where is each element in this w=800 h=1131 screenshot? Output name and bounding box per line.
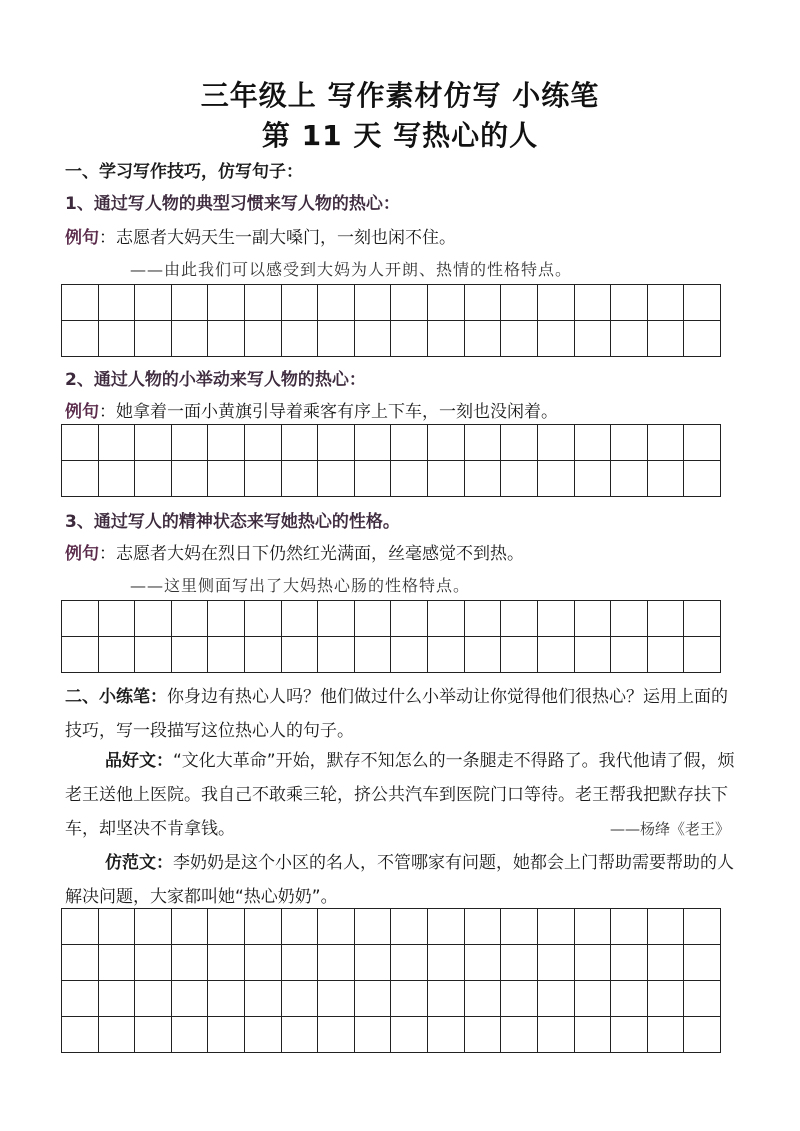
grid-cell[interactable] <box>684 601 721 637</box>
grid-cell[interactable] <box>611 637 648 673</box>
pin-citation: ——杨绛《老王》 <box>609 820 730 838</box>
grid-cell[interactable] <box>391 601 428 637</box>
item3-heading: 3、通过写人的精神状态来写她热心的性格。 <box>65 512 400 532</box>
grid-cell[interactable] <box>538 945 575 981</box>
grid-cell[interactable] <box>62 945 99 981</box>
grid-cell[interactable] <box>575 945 612 981</box>
grid-cell[interactable] <box>575 637 612 673</box>
grid-cell[interactable] <box>135 285 172 321</box>
item2-example-text: ：她拿着一面小黄旗引导着乘客有序上下车，一刻也没闲着。 <box>99 402 558 422</box>
grid-cell[interactable] <box>318 945 355 981</box>
section1-heading: 一、学习写作技巧，仿写句子： <box>65 162 303 182</box>
grid-cell[interactable] <box>538 321 575 357</box>
grid-cell[interactable] <box>465 461 502 497</box>
grid-cell[interactable] <box>428 637 465 673</box>
grid-cell[interactable] <box>391 1017 428 1053</box>
grid-cell[interactable] <box>538 425 575 461</box>
grid-cell[interactable] <box>575 321 612 357</box>
writing-grid-1[interactable] <box>61 284 721 357</box>
grid-cell[interactable] <box>648 321 685 357</box>
grid-cell[interactable] <box>135 425 172 461</box>
grid-cell[interactable] <box>391 945 428 981</box>
grid-cell[interactable] <box>648 601 685 637</box>
grid-cell[interactable] <box>648 981 685 1017</box>
grid-cell[interactable] <box>428 461 465 497</box>
grid-cell[interactable] <box>501 945 538 981</box>
grid-cell[interactable] <box>428 909 465 945</box>
grid-cell[interactable] <box>135 945 172 981</box>
grid-cell[interactable] <box>172 909 209 945</box>
grid-cell[interactable] <box>575 909 612 945</box>
grid-cell[interactable] <box>355 909 392 945</box>
grid-cell[interactable] <box>245 1017 282 1053</box>
grid-cell[interactable] <box>318 1017 355 1053</box>
grid-cell[interactable] <box>684 637 721 673</box>
grid-cell[interactable] <box>318 321 355 357</box>
grid-cell[interactable] <box>575 425 612 461</box>
grid-cell[interactable] <box>538 461 575 497</box>
grid-cell[interactable] <box>428 981 465 1017</box>
grid-cell[interactable] <box>465 601 502 637</box>
fang-text: 李奶奶是这个小区的名人，不管哪家有问题，她都会上门帮助需要帮助的人解决问题，大家都叫她“热心奶奶”。 <box>65 853 734 907</box>
grid-cell[interactable] <box>501 425 538 461</box>
grid-cell[interactable] <box>99 637 136 673</box>
item1-example-text: ：志愿者大妈天生一副大嗓门，一刻也闲不住。 <box>99 228 456 248</box>
grid-cell[interactable] <box>465 909 502 945</box>
grid-cell[interactable] <box>62 461 99 497</box>
grid-cell[interactable] <box>575 981 612 1017</box>
grid-cell[interactable] <box>465 1017 502 1053</box>
grid-cell[interactable] <box>428 601 465 637</box>
grid-cell[interactable] <box>355 981 392 1017</box>
item2-heading: 2、通过人物的小举动来写人物的热心： <box>65 370 366 390</box>
grid-cell[interactable] <box>684 945 721 981</box>
section2-label: 二、小练笔： <box>65 687 167 707</box>
grid-cell[interactable] <box>684 321 721 357</box>
grid-cell[interactable] <box>611 909 648 945</box>
pin-label: 品好文： <box>105 751 173 771</box>
grid-cell[interactable] <box>245 945 282 981</box>
grid-cell[interactable] <box>611 321 648 357</box>
grid-cell[interactable] <box>684 909 721 945</box>
grid-cell[interactable] <box>465 945 502 981</box>
item3-example-text: ：志愿者大妈在烈日下仍然红光满面，丝毫感觉不到热。 <box>99 544 524 564</box>
grid-cell[interactable] <box>391 909 428 945</box>
grid-cell[interactable] <box>684 285 721 321</box>
grid-cell[interactable] <box>684 981 721 1017</box>
writing-grid-3[interactable] <box>61 600 721 673</box>
grid-cell[interactable] <box>355 285 392 321</box>
grid-cell[interactable] <box>575 285 612 321</box>
grid-cell[interactable] <box>501 461 538 497</box>
grid-cell[interactable] <box>245 425 282 461</box>
grid-cell[interactable] <box>135 461 172 497</box>
grid-cell[interactable] <box>648 461 685 497</box>
grid-cell[interactable] <box>465 425 502 461</box>
grid-cell[interactable] <box>172 285 209 321</box>
grid-cell[interactable] <box>318 601 355 637</box>
grid-cell[interactable] <box>245 461 282 497</box>
grid-cell[interactable] <box>428 1017 465 1053</box>
grid-cell[interactable] <box>318 909 355 945</box>
grid-cell[interactable] <box>648 285 685 321</box>
grid-cell[interactable] <box>208 945 245 981</box>
grid-cell[interactable] <box>391 285 428 321</box>
grid-cell[interactable] <box>538 601 575 637</box>
grid-cell[interactable] <box>648 1017 685 1053</box>
grid-cell[interactable] <box>355 425 392 461</box>
grid-cell[interactable] <box>465 981 502 1017</box>
pin-text: “文化大革命”开始，默存不知怎么的一条腿走不得路了。我代他请了假，烦老王送他上医院。我自己不敢乘三轮，挤公共汽车到医院门口等待。老王帮我把默存扶下车，却坚决不肯拿钱。 <box>65 751 735 839</box>
grid-cell[interactable] <box>318 425 355 461</box>
grid-cell[interactable] <box>245 909 282 945</box>
grid-cell[interactable] <box>172 461 209 497</box>
grid-cell[interactable] <box>245 981 282 1017</box>
grid-cell[interactable] <box>245 601 282 637</box>
grid-cell[interactable] <box>355 461 392 497</box>
grid-cell[interactable] <box>611 1017 648 1053</box>
section2-prompt-text: 你身边有热心人吗？他们做过什么小举动让你觉得他们很热心？运用上面的技巧，写一段描写这位热心人的句子。 <box>65 687 728 741</box>
grid-cell[interactable] <box>428 321 465 357</box>
grid-cell[interactable] <box>62 1017 99 1053</box>
item2-example <box>65 400 558 424</box>
item2-example-label: 例句 <box>65 402 99 422</box>
grid-cell[interactable] <box>538 909 575 945</box>
grid-cell[interactable] <box>282 637 319 673</box>
grid-cell[interactable] <box>172 981 209 1017</box>
grid-cell[interactable] <box>135 1017 172 1053</box>
grid-cell[interactable] <box>648 909 685 945</box>
writing-grid-4[interactable] <box>61 908 721 1053</box>
grid-cell[interactable] <box>135 321 172 357</box>
grid-cell[interactable] <box>648 637 685 673</box>
grid-cell[interactable] <box>501 637 538 673</box>
grid-cell[interactable] <box>99 285 136 321</box>
grid-cell[interactable] <box>318 285 355 321</box>
grid-cell[interactable] <box>391 425 428 461</box>
grid-cell[interactable] <box>99 321 136 357</box>
grid-cell[interactable] <box>318 981 355 1017</box>
grid-cell[interactable] <box>99 425 136 461</box>
grid-cell[interactable] <box>99 601 136 637</box>
grid-cell[interactable] <box>245 637 282 673</box>
grid-cell[interactable] <box>208 981 245 1017</box>
grid-cell[interactable] <box>172 321 209 357</box>
grid-cell[interactable] <box>575 1017 612 1053</box>
grid-cell[interactable] <box>208 637 245 673</box>
grid-cell[interactable] <box>428 285 465 321</box>
grid-cell[interactable] <box>501 981 538 1017</box>
grid-cell[interactable] <box>391 637 428 673</box>
grid-cell[interactable] <box>172 425 209 461</box>
grid-cell[interactable] <box>684 425 721 461</box>
grid-cell[interactable] <box>648 945 685 981</box>
item1-heading: 1、通过写人物的典型习惯来写人物的热心： <box>65 194 400 214</box>
grid-cell[interactable] <box>62 909 99 945</box>
grid-cell[interactable] <box>208 285 245 321</box>
grid-cell[interactable] <box>391 461 428 497</box>
grid-cell[interactable] <box>684 1017 721 1053</box>
grid-cell[interactable] <box>611 461 648 497</box>
grid-cell[interactable] <box>99 945 136 981</box>
grid-cell[interactable] <box>538 981 575 1017</box>
grid-cell[interactable] <box>135 601 172 637</box>
grid-cell[interactable] <box>62 285 99 321</box>
grid-cell[interactable] <box>282 425 319 461</box>
grid-cell[interactable] <box>208 321 245 357</box>
grid-cell[interactable] <box>611 425 648 461</box>
grid-cell[interactable] <box>611 601 648 637</box>
grid-cell[interactable] <box>99 981 136 1017</box>
page-title: 三年级上 写作素材仿写 小练笔 <box>200 79 600 112</box>
grid-cell[interactable] <box>538 285 575 321</box>
item1-example <box>65 226 456 250</box>
item1-note: ——由此我们可以感受到大妈为人开朗、热情的性格特点。 <box>130 260 573 279</box>
grid-cell[interactable] <box>62 637 99 673</box>
fang-label: 仿范文： <box>105 853 173 873</box>
grid-cell[interactable] <box>135 909 172 945</box>
grid-cell[interactable] <box>318 637 355 673</box>
grid-cell[interactable] <box>99 461 136 497</box>
item3-note: ——这里侧面写出了大妈热心肠的性格特点。 <box>130 576 471 595</box>
grid-cell[interactable] <box>62 981 99 1017</box>
grid-cell[interactable] <box>355 601 392 637</box>
grid-cell[interactable] <box>99 909 136 945</box>
grid-cell[interactable] <box>282 285 319 321</box>
grid-cell[interactable] <box>355 637 392 673</box>
grid-cell[interactable] <box>172 945 209 981</box>
grid-cell[interactable] <box>391 981 428 1017</box>
grid-cell[interactable] <box>208 461 245 497</box>
grid-cell[interactable] <box>501 285 538 321</box>
grid-cell[interactable] <box>575 601 612 637</box>
section2-prompt <box>65 680 735 748</box>
grid-cell[interactable] <box>428 945 465 981</box>
item3-example-label: 例句 <box>65 544 99 564</box>
grid-cell[interactable] <box>684 461 721 497</box>
grid-cell[interactable] <box>245 321 282 357</box>
grid-cell[interactable] <box>172 601 209 637</box>
grid-cell[interactable] <box>501 909 538 945</box>
grid-cell[interactable] <box>282 601 319 637</box>
grid-cell[interactable] <box>465 637 502 673</box>
grid-cell[interactable] <box>465 321 502 357</box>
grid-cell[interactable] <box>611 981 648 1017</box>
grid-cell[interactable] <box>611 945 648 981</box>
grid-cell[interactable] <box>355 945 392 981</box>
grid-cell[interactable] <box>208 1017 245 1053</box>
grid-cell[interactable] <box>282 321 319 357</box>
grid-cell[interactable] <box>538 637 575 673</box>
grid-cell[interactable] <box>465 285 502 321</box>
grid-cell[interactable] <box>538 1017 575 1053</box>
grid-cell[interactable] <box>172 1017 209 1053</box>
item1-example-label: 例句 <box>65 228 99 248</box>
grid-cell[interactable] <box>62 321 99 357</box>
grid-cell[interactable] <box>282 461 319 497</box>
grid-cell[interactable] <box>282 909 319 945</box>
item3-example <box>65 542 524 566</box>
grid-cell[interactable] <box>208 601 245 637</box>
fang-paragraph <box>65 846 735 914</box>
grid-cell[interactable] <box>648 425 685 461</box>
grid-cell[interactable] <box>62 425 99 461</box>
grid-cell[interactable] <box>575 461 612 497</box>
grid-cell[interactable] <box>282 1017 319 1053</box>
grid-cell[interactable] <box>135 637 172 673</box>
grid-cell[interactable] <box>245 285 282 321</box>
grid-cell[interactable] <box>428 425 465 461</box>
grid-cell[interactable] <box>282 945 319 981</box>
grid-cell[interactable] <box>501 1017 538 1053</box>
grid-cell[interactable] <box>611 285 648 321</box>
grid-cell[interactable] <box>282 981 319 1017</box>
grid-cell[interactable] <box>501 321 538 357</box>
grid-cell[interactable] <box>355 1017 392 1053</box>
grid-cell[interactable] <box>99 1017 136 1053</box>
grid-cell[interactable] <box>208 425 245 461</box>
writing-grid-2[interactable] <box>61 424 721 497</box>
grid-cell[interactable] <box>391 321 428 357</box>
grid-cell[interactable] <box>62 601 99 637</box>
grid-cell[interactable] <box>318 461 355 497</box>
grid-cell[interactable] <box>355 321 392 357</box>
grid-cell[interactable] <box>501 601 538 637</box>
grid-cell[interactable] <box>172 637 209 673</box>
page-subtitle: 第 11 天 写热心的人 <box>261 119 539 152</box>
grid-cell[interactable] <box>135 981 172 1017</box>
grid-cell[interactable] <box>208 909 245 945</box>
